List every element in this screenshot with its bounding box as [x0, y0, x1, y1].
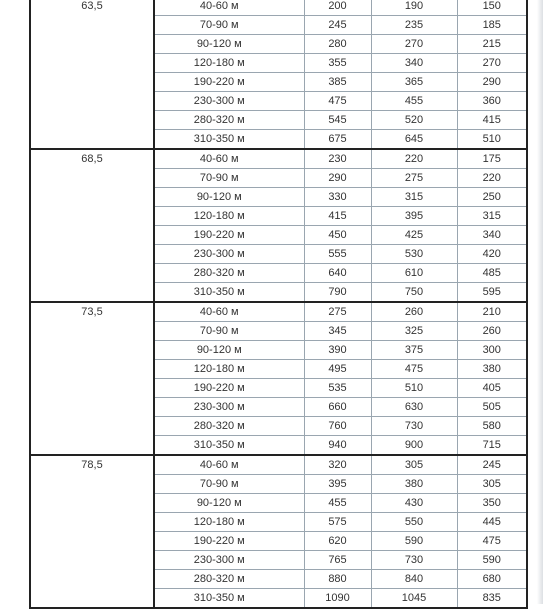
- diameter-cell: 68,5: [30, 149, 154, 302]
- price-cell-3: 175: [457, 149, 527, 169]
- price-cell-1: 640: [304, 264, 371, 283]
- distance-cell: 190-220 м: [154, 532, 304, 551]
- price-cell-3: 215: [457, 35, 527, 54]
- price-cell-2: 475: [371, 360, 457, 379]
- price-cell-1: 765: [304, 551, 371, 570]
- price-cell-1: 330: [304, 188, 371, 207]
- distance-cell: 230-300 м: [154, 551, 304, 570]
- distance-cell: 90-120 м: [154, 341, 304, 360]
- distance-cell: 40-60 м: [154, 0, 304, 16]
- price-cell-1: 760: [304, 417, 371, 436]
- price-cell-2: 375: [371, 341, 457, 360]
- price-cell-2: 380: [371, 475, 457, 494]
- distance-cell: 40-60 м: [154, 302, 304, 322]
- diameter-cell: 63,5: [30, 0, 154, 149]
- distance-cell: 280-320 м: [154, 417, 304, 436]
- price-cell-3: 505: [457, 398, 527, 417]
- distance-cell: 120-180 м: [154, 513, 304, 532]
- price-cell-1: 415: [304, 207, 371, 226]
- price-cell-1: 575: [304, 513, 371, 532]
- table-row: [30, 0, 527, 16]
- price-cell-3: 270: [457, 54, 527, 73]
- price-cell-2: 520: [371, 111, 457, 130]
- price-cell-3: 210: [457, 302, 527, 322]
- price-cell-3: 590: [457, 551, 527, 570]
- price-cell-3: 475: [457, 532, 527, 551]
- distance-cell: 230-300 м: [154, 245, 304, 264]
- price-cell-2: 730: [371, 551, 457, 570]
- price-cell-1: 245: [304, 16, 371, 35]
- price-table: [29, 0, 528, 609]
- diameter-cell: 78,5: [30, 455, 154, 608]
- price-cell-1: 280: [304, 35, 371, 54]
- price-cell-3: 350: [457, 494, 527, 513]
- price-cell-1: 675: [304, 130, 371, 150]
- price-table-body: [30, 0, 527, 608]
- price-cell-2: 900: [371, 436, 457, 456]
- price-cell-2: 425: [371, 226, 457, 245]
- distance-cell: 120-180 м: [154, 207, 304, 226]
- price-cell-3: 835: [457, 589, 527, 609]
- price-cell-2: 1045: [371, 589, 457, 609]
- price-cell-1: 290: [304, 169, 371, 188]
- price-cell-2: 315: [371, 188, 457, 207]
- price-cell-3: 305: [457, 475, 527, 494]
- price-cell-1: 385: [304, 73, 371, 92]
- distance-cell: 280-320 м: [154, 111, 304, 130]
- price-cell-2: 395: [371, 207, 457, 226]
- price-cell-2: 550: [371, 513, 457, 532]
- price-cell-1: 495: [304, 360, 371, 379]
- distance-cell: 70-90 м: [154, 16, 304, 35]
- window-edge: [537, 0, 543, 604]
- price-cell-2: 305: [371, 455, 457, 475]
- price-cell-3: 485: [457, 264, 527, 283]
- price-cell-3: 340: [457, 226, 527, 245]
- price-cell-1: 1090: [304, 589, 371, 609]
- price-cell-1: 275: [304, 302, 371, 322]
- price-cell-2: 340: [371, 54, 457, 73]
- price-cell-1: 555: [304, 245, 371, 264]
- price-cell-3: 715: [457, 436, 527, 456]
- price-cell-2: 750: [371, 283, 457, 303]
- distance-cell: 310-350 м: [154, 283, 304, 303]
- price-cell-1: 355: [304, 54, 371, 73]
- price-cell-3: 220: [457, 169, 527, 188]
- price-cell-1: 395: [304, 475, 371, 494]
- price-cell-1: 475: [304, 92, 371, 111]
- price-cell-3: 445: [457, 513, 527, 532]
- distance-cell: 90-120 м: [154, 494, 304, 513]
- price-cell-3: 510: [457, 130, 527, 150]
- price-cell-1: 455: [304, 494, 371, 513]
- distance-cell: 70-90 м: [154, 169, 304, 188]
- price-cell-1: 320: [304, 455, 371, 475]
- distance-cell: 90-120 м: [154, 188, 304, 207]
- price-cell-3: 595: [457, 283, 527, 303]
- price-cell-3: 680: [457, 570, 527, 589]
- price-cell-2: 275: [371, 169, 457, 188]
- price-cell-2: 430: [371, 494, 457, 513]
- price-cell-1: 390: [304, 341, 371, 360]
- price-cell-3: 185: [457, 16, 527, 35]
- price-cell-3: 315: [457, 207, 527, 226]
- price-cell-3: 405: [457, 379, 527, 398]
- price-cell-3: 420: [457, 245, 527, 264]
- distance-cell: 70-90 м: [154, 475, 304, 494]
- distance-cell: 120-180 м: [154, 360, 304, 379]
- price-cell-1: 545: [304, 111, 371, 130]
- price-cell-2: 610: [371, 264, 457, 283]
- price-cell-3: 250: [457, 188, 527, 207]
- price-cell-1: 660: [304, 398, 371, 417]
- price-cell-1: 345: [304, 322, 371, 341]
- diameter-cell: 73,5: [30, 302, 154, 455]
- price-cell-2: 220: [371, 149, 457, 169]
- distance-cell: 230-300 м: [154, 92, 304, 111]
- price-cell-2: 270: [371, 35, 457, 54]
- distance-cell: 40-60 м: [154, 149, 304, 169]
- distance-cell: 190-220 м: [154, 73, 304, 92]
- price-cell-1: 880: [304, 570, 371, 589]
- price-cell-3: 360: [457, 92, 527, 111]
- distance-cell: 40-60 м: [154, 455, 304, 475]
- table-row: [30, 149, 527, 169]
- distance-cell: 70-90 м: [154, 322, 304, 341]
- price-cell-2: 235: [371, 16, 457, 35]
- price-cell-3: 150: [457, 0, 527, 16]
- price-cell-3: 380: [457, 360, 527, 379]
- price-cell-2: 645: [371, 130, 457, 150]
- price-cell-2: 510: [371, 379, 457, 398]
- table-row: [30, 302, 527, 322]
- price-cell-1: 535: [304, 379, 371, 398]
- price-cell-3: 415: [457, 111, 527, 130]
- distance-cell: 310-350 м: [154, 130, 304, 150]
- price-cell-2: 530: [371, 245, 457, 264]
- price-cell-3: 245: [457, 455, 527, 475]
- price-cell-1: 230: [304, 149, 371, 169]
- price-cell-2: 840: [371, 570, 457, 589]
- price-cell-1: 790: [304, 283, 371, 303]
- table-row: [30, 455, 527, 475]
- distance-cell: 120-180 м: [154, 54, 304, 73]
- price-cell-2: 190: [371, 0, 457, 16]
- price-cell-3: 580: [457, 417, 527, 436]
- distance-cell: 190-220 м: [154, 226, 304, 245]
- price-cell-2: 365: [371, 73, 457, 92]
- price-cell-3: 260: [457, 322, 527, 341]
- price-cell-1: 620: [304, 532, 371, 551]
- price-cell-2: 590: [371, 532, 457, 551]
- price-cell-3: 290: [457, 73, 527, 92]
- price-cell-1: 940: [304, 436, 371, 456]
- distance-cell: 310-350 м: [154, 436, 304, 456]
- distance-cell: 280-320 м: [154, 264, 304, 283]
- price-cell-1: 450: [304, 226, 371, 245]
- price-cell-3: 300: [457, 341, 527, 360]
- price-cell-2: 630: [371, 398, 457, 417]
- distance-cell: 280-320 м: [154, 570, 304, 589]
- price-cell-2: 730: [371, 417, 457, 436]
- price-cell-2: 260: [371, 302, 457, 322]
- distance-cell: 190-220 м: [154, 379, 304, 398]
- price-cell-2: 455: [371, 92, 457, 111]
- price-cell-2: 325: [371, 322, 457, 341]
- distance-cell: 230-300 м: [154, 398, 304, 417]
- price-cell-1: 200: [304, 0, 371, 16]
- distance-cell: 90-120 м: [154, 35, 304, 54]
- distance-cell: 310-350 м: [154, 589, 304, 609]
